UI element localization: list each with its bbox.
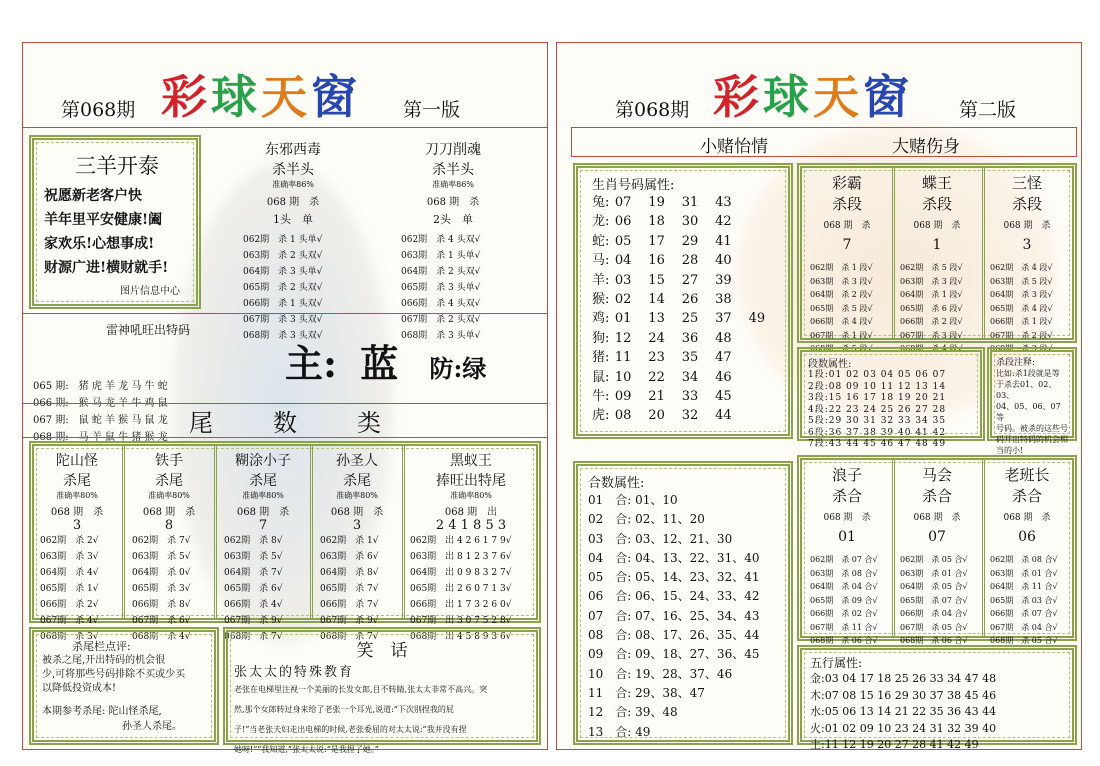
guard-value: 绿	[462, 354, 487, 383]
zodiac-row: 牛: 09 21 33 45	[592, 389, 732, 405]
main-label: 主:	[285, 341, 338, 386]
zodiac-rows	[592, 193, 782, 426]
wuxing-row: 火:01 02 09 10 23 24 31 32 39 40	[810, 721, 997, 735]
greeting-box	[29, 135, 201, 309]
brand-logo: 彩球天窗	[161, 70, 361, 124]
zodiac-row: 虎: 08 20 32 44	[592, 408, 732, 424]
seg-col-1: 彩霸 杀段 068 期 杀 7 062期 杀 1 段√ 063期 杀 3 段√ 064期 杀 2 段√ 065期 杀 5 段√ 066期 杀 4 段√ 067期 杀 1 段√ 068期 杀 5 段√	[810, 174, 873, 353]
thunder-rows: 065 期: 猪 虎 羊 龙 马 牛 蛇 066 期: 猴 马 龙 羊 牛 鸡 鼠 067 期: 鼠 蛇 羊 猴 马 鼠 龙 068 期: 马 羊 鼠 牛 猪 猴 龙	[33, 381, 168, 443]
knife-history: 062期 杀 4 头双√ 063期 杀 1 头单√ 064期 杀 2 头双√ 065期 杀 3 头单√ 066期 杀 4 头双√ 067期 杀 2 头双√ 068期 杀 3 头单√	[401, 235, 481, 341]
zodiac-row: 狗: 12 24 36 48	[592, 330, 732, 346]
main-value: 蓝	[360, 341, 399, 386]
tail-col-black: 黑蚁王 捧旺出特尾 准确率80% 068 期 出 2 4 1 8 5 3 062期 出 4 2 6 1 7 9√ 063期 出 8 1 2 3 7 6√ 064期 出 0 9 8 3 2 7√ 065期 出 2 6 0 7 1 3√ 066期 出 1 7 3 2 6 0√ 067期 出 3 0 7 5 2 8√ 068期 出 4 5 8 9 3 6√	[410, 453, 512, 642]
seg-attr-box	[797, 347, 985, 449]
banner-left: 小赌怡情	[700, 137, 768, 157]
header-rule	[23, 127, 547, 128]
seg-columns	[797, 163, 1077, 353]
zodiac-row: 龙: 06 18 30 42	[592, 214, 732, 230]
zodiac-row: 羊: 03 15 27 39	[592, 272, 732, 288]
east-title: 东邪西毒	[265, 142, 321, 158]
thunder-box	[33, 321, 263, 443]
wuxing-rows	[810, 671, 1064, 754]
wuxing-row: 金:03 04 17 18 25 26 33 34 47 48	[810, 672, 997, 685]
seg-note-lines: 比如:杀1段就是等 于杀去01、02、03、 04、05、06、07 等 号码。被杀的这些号 码开出特码的机会相 当的小!	[996, 369, 1068, 455]
tail-header: 尾 数 类	[189, 409, 381, 437]
east-period: 068 期 杀	[266, 197, 320, 208]
review-box	[29, 627, 219, 745]
review-title: 杀尾栏点评:	[72, 640, 131, 653]
review-lines: 被杀之尾,开出特码的机会很 少,可将那些号码排除不买或少买 以降低投资成本!	[42, 655, 186, 694]
wuxing-row: 木:07 08 15 16 29 30 37 38 45 46	[810, 688, 997, 702]
zodiac-title: 生肖号码属性:	[592, 178, 675, 193]
seg-attr-rows: 1段:01 02 03 04 05 06 07 2段:08 09 10 11 12 13 14 3段:15 16 17 18 19 20 21 4段:22 23 24 25 26 27 28 5段:29 30 31 32 33 34 35 6段:36 37 38 39 40 41 42 7段:43 44 45 46 47 48 49	[808, 370, 947, 449]
kill-col-3: 老班长 杀合 068 期 杀 06 062期 杀 08 合√ 063期 杀 01 合√ 064期 杀 11 合√ 065期 杀 03 合√ 066期 杀 07 合√ 067期 杀 04 合√ 068期 杀 05 合√	[990, 466, 1058, 645]
east-answer: 1头 单	[273, 213, 313, 226]
issue-number-2: 第068期	[615, 99, 690, 121]
knife-period: 068 期 杀	[426, 197, 480, 208]
heshu-title: 合数属性:	[588, 476, 645, 491]
wuxing-row: 土:11 12 19 20 27 28 41 42 49	[810, 738, 979, 751]
seg-col-3: 三怪 杀段 068 期 杀 3 062期 杀 4 段√ 063期 杀 5 段√ 064期 杀 3 段√ 065期 杀 4 段√ 066期 杀 1 段√ 067期 杀 2 段√ 068期 杀 3 段√	[990, 174, 1053, 353]
banner	[571, 127, 1077, 157]
joke-title: 笑 话	[356, 641, 408, 661]
review-ref-2: 孙圣人杀尾。	[122, 721, 182, 732]
east-subtitle: 杀半头	[272, 162, 314, 178]
tail-col-1: 陀山怪 杀尾 准确率80% 068 期 杀 3 062期 杀 2√ 063期 杀 3√ 064期 杀 4√ 065期 杀 1√ 066期 杀 2√ 067期 杀 4√ 068期 杀 3√	[40, 453, 104, 642]
kill-columns	[797, 455, 1077, 645]
thunder-title: 雷神吼旺出特码	[105, 323, 190, 337]
review-ref-1: 本期参考杀尾: 陀山怪杀尾,	[42, 706, 162, 717]
kill-col-1: 浪子 杀合 068 期 杀 01 062期 杀 07 合√ 063期 杀 08 合√ 064期 杀 04 合√ 065期 杀 09 合√ 066期 杀 02 合√ 067期 杀 11 合√ 068期 杀 06 合√	[810, 466, 878, 645]
knife-box	[383, 139, 523, 341]
zodiac-row: 鼠: 10 22 34 46	[592, 369, 732, 385]
guard-label: 防:	[429, 354, 463, 383]
edition-label: 第一版	[403, 99, 461, 121]
knife-title: 刀刀削魂	[425, 142, 481, 158]
right-page	[556, 42, 1082, 750]
knife-accuracy: 准确率86%	[432, 180, 474, 189]
seg-attr-title: 段数属性:	[808, 359, 852, 370]
joke-subtitle: 张太太的特殊教育	[234, 665, 355, 680]
seg-col-2: 蝶王 杀段 068 期 杀 1 062期 杀 5 段√ 063期 杀 3 段√ 064期 杀 1 段√ 065期 杀 6 段√ 066期 杀 2 段√ 067期 杀 3 段√ 068期 杀 4 段√	[900, 174, 963, 353]
zodiac-row: 兔: 07 19 31 43	[592, 195, 732, 210]
tail-col-4: 孙圣人 杀尾 准确率80% 068 期 杀 3 062期 杀 1√ 063期 杀 6√ 064期 杀 8√ 065期 杀 7√ 066期 杀 7√ 067期 杀 9√ 068期 杀 7√	[320, 453, 384, 642]
tail-col-2: 铁手 杀尾 准确率80% 068 期 杀 8 062期 杀 7√ 063期 杀 5√ 064期 杀 0√ 065期 杀 3√ 066期 杀 8√ 067期 杀 6√ 068期 杀 4√	[132, 453, 196, 642]
zodiac-row: 鸡: 01 13 25 37 49	[592, 311, 766, 327]
east-history: 062期 杀 1 头单√ 063期 杀 2 头双√ 064期 杀 3 头单√ 065期 杀 2 头双√ 066期 杀 1 头双√ 067期 杀 3 头双√ 068期 杀 3 头双√	[243, 235, 323, 341]
joke-text: 老张在电梯里注视一个美丽的长发女郎,目不转睛,张太太非常不高兴。突 然,那个女郎转过身来给了老张一个耳光,说道:“下次别捏我的屁 子!”当老张夫妇走出电梯的时候,老张委屈的对太太说:“我并没有捏 她呀!”“我知道,”张太太说:“是我捏了她。”	[234, 685, 488, 754]
knife-subtitle: 杀半头	[432, 162, 474, 178]
heshu-box	[573, 461, 793, 745]
edition-label-2: 第二版	[959, 99, 1017, 121]
greeting-title: 三羊开泰	[75, 154, 159, 178]
east-box	[223, 139, 363, 341]
divider-3	[23, 437, 547, 438]
wuxing-box	[797, 645, 1077, 751]
east-accuracy: 准确率86%	[272, 180, 314, 189]
wuxing-row: 水:05 06 13 14 21 22 35 36 43 44	[810, 705, 997, 718]
tail-columns	[29, 441, 541, 642]
left-page	[22, 42, 548, 754]
zodiac-row: 马: 04 16 28 40	[592, 253, 732, 269]
joke-box	[223, 627, 541, 754]
brand-logo-2: 彩球天窗	[713, 70, 913, 124]
main-color	[285, 333, 535, 393]
kill-col-2: 马会 杀合 068 期 杀 07 062期 杀 05 合√ 063期 杀 01 合√ 064期 杀 05 合√ 065期 杀 07 合√ 066期 杀 04 合√ 067期 杀 05 合√ 068期 杀 06 合√	[900, 466, 968, 645]
seg-note-box	[987, 347, 1077, 455]
tail-col-3: 糊涂小子 杀尾 准确率80% 068 期 杀 7 062期 杀 8√ 063期 杀 5√ 064期 杀 7√ 065期 杀 6√ 066期 杀 4√ 067期 杀 9√ 068期 杀 7√	[224, 453, 291, 642]
zodiac-row: 猴: 02 14 26 38	[592, 292, 732, 308]
zodiac-row: 猪: 11 23 35 47	[592, 350, 732, 366]
wuxing-title: 五行属性:	[810, 656, 863, 670]
greeting-lines: 祝愿新老客户快 羊年里平安健康!阖 家欢乐!心想事成! 财源广进!横财就手!	[44, 188, 169, 276]
zodiac-box	[573, 163, 793, 439]
knife-answer: 2头 单	[433, 213, 473, 226]
heshu-rows: 01 合: 01、10 02 合: 02、11、20 03 合: 03、12、21、30 04 合: 04、13、22、31、40 05 合: 05、14、23、32、41 06 合: 06、15、24、33、42 07 合: 07、16、25、34、43 08 合: 08、17、26、35、44 09 合: 09、18、27、36、45 10 合: 19、28、37、46 11 合: 29、38、47 12 合: 39、48 13 合: 49	[588, 493, 760, 739]
issue-number: 第068期	[61, 99, 136, 121]
divider-1	[23, 313, 547, 314]
zodiac-row: 蛇: 05 17 29 41	[592, 233, 732, 249]
banner-right: 大赌伤身	[892, 137, 960, 157]
greeting-footer: 图片信息中心	[120, 286, 180, 297]
seg-note-title: 杀段注释:	[996, 358, 1036, 368]
